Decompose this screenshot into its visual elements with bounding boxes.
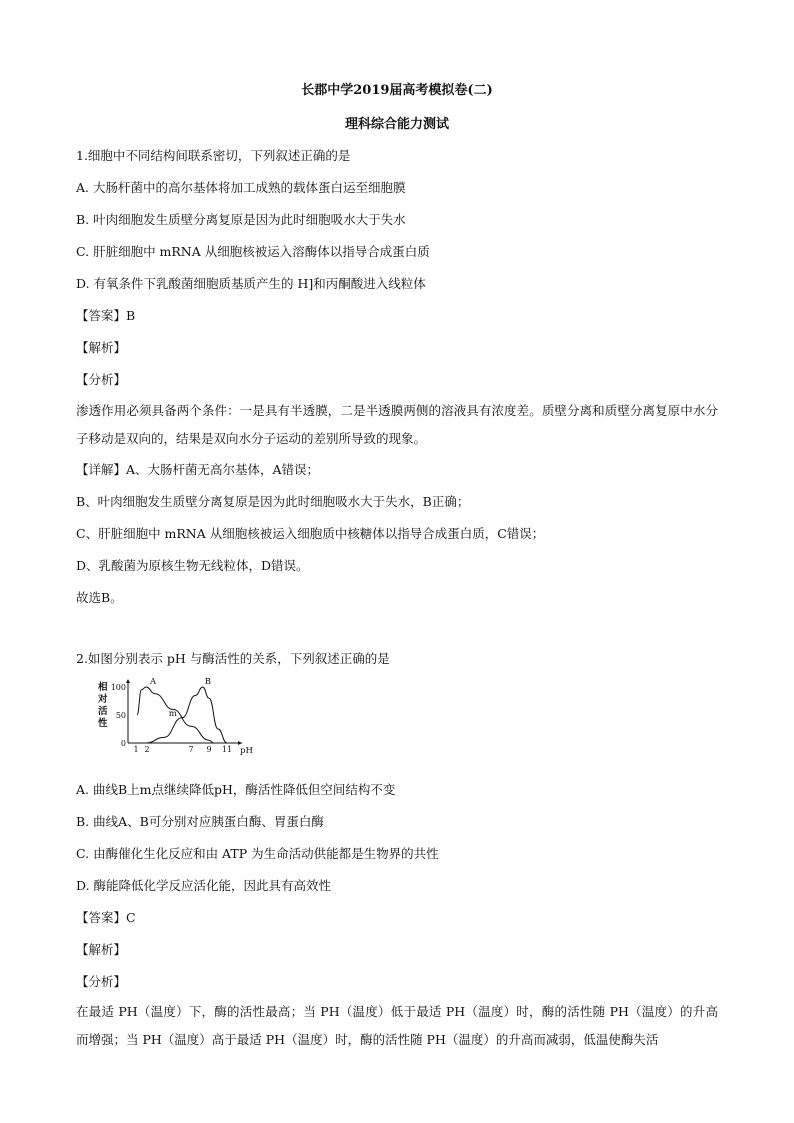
q2-jiexi-label: 【解析】 xyxy=(76,942,127,957)
x-tick-label: 11 xyxy=(221,745,233,754)
q1-detail-b: B、叶肉细胞发生质壁分离复原是因为此时细胞吸水大于失水，B正确； xyxy=(76,494,470,509)
y-axis-arrow xyxy=(126,679,130,683)
series-label-B: B xyxy=(204,677,211,687)
x-tick-label: 9 xyxy=(206,745,212,754)
y-axis-label-char: 活 xyxy=(98,706,108,717)
y-tick-label: 50 xyxy=(115,711,126,720)
q2-answer: 【答案】C xyxy=(76,910,136,925)
page-subtitle: 理科综合能力测试 xyxy=(344,117,449,132)
x-tick-label: 7 xyxy=(188,745,194,754)
q1-option-c: C. 肝脏细胞中 mRNA 从细胞核被运入溶酶体以指导合成蛋白质 xyxy=(76,244,430,259)
q1-fenxi-label: 【分析】 xyxy=(76,372,127,387)
ph-activity-chart xyxy=(90,675,253,760)
q1-conclusion: 故选B。 xyxy=(76,590,123,605)
x-axis-label: pH xyxy=(240,746,253,756)
y-axis-label-char: 性 xyxy=(98,718,108,729)
q1-option-b: B. 叶肉细胞发生质壁分离复原是因为此时细胞吸水大于失水 xyxy=(76,212,406,227)
y-tick-label: 100 xyxy=(110,683,126,692)
y-axis-label-char: 对 xyxy=(98,694,108,705)
q1-detail-d: D、乳酸菌为原核生物无线粒体，D错误。 xyxy=(76,558,309,573)
series-label-A: A xyxy=(150,677,157,687)
point-label-m: m xyxy=(168,708,177,719)
q1-answer: 【答案】B xyxy=(76,308,136,323)
x-tick-label: 2 xyxy=(144,745,150,754)
q1-jiexi-label: 【解析】 xyxy=(76,340,127,355)
q2-option-d: D. 酶能降低化学反应活化能，因此具有高效性 xyxy=(76,878,332,893)
q1-analysis: 渗透作用必须具备两个条件：一是具有半透膜，二是半透膜两侧的溶液具有浓度差。质壁分离和质壁分离复原中水分子移动是双向的，结果是双向水分子运动的差别所导致的现象。 xyxy=(76,403,718,446)
q1-detail-a: 【详解】A、大肠杆菌无高尔基体，A错误； xyxy=(76,462,320,477)
q2-fenxi-label: 【分析】 xyxy=(76,974,127,989)
q1-option-a: A. 大肠杆菌中的高尔基体将加工成熟的载体蛋白运至细胞膜 xyxy=(76,180,406,195)
chart-label-group xyxy=(97,677,253,756)
q1-option-d: D. 有氧条件下乳酸菌细胞质基质产生的 H]和丙酮酸进入线粒体 xyxy=(76,276,426,291)
q2-analysis: 在最适 PH（温度）下，酶的活性最高；当 PH（温度）低于最适 PH（温度）时，酶的活性随 PH（温度）的升高而增强；当 PH（温度）高于最适 PH（温度）时，酶的活性随 PH（温度）的升高而减弱，低温使酶失活 xyxy=(76,1004,718,1047)
y-axis-label-char: 相 xyxy=(98,682,108,693)
q1-detail-c: C、肝脏细胞中 mRNA 从细胞核被运入细胞质中核糖体以指导合成蛋白质，C错误； xyxy=(76,526,545,541)
q2-option-a: A. 曲线B上m点继续降低pH，酶活性降低但空间结构不变 xyxy=(76,782,396,797)
chart-series-group xyxy=(137,687,227,743)
x-axis-arrow xyxy=(238,741,242,745)
page-title: 长郡中学2019届高考模拟卷(二) xyxy=(301,83,493,98)
series-line-B xyxy=(146,687,227,743)
y-tick-label: 0 xyxy=(120,739,126,748)
q2-option-b: B. 曲线A、B可分别对应胰蛋白酶、胃蛋白酶 xyxy=(76,814,324,829)
q2-option-c: C. 由酶催化生化反应和由 ATP 为生命活动供能都是生物界的共性 xyxy=(76,846,439,861)
chart-svg xyxy=(90,675,253,760)
q1-stem: 1.细胞中不同结构间联系密切，下列叙述正确的是 xyxy=(76,148,351,163)
x-tick-label: 1 xyxy=(133,745,139,754)
q2-stem: 2.如图分别表示 pH 与酶活性的关系，下列叙述正确的是 xyxy=(76,651,390,666)
